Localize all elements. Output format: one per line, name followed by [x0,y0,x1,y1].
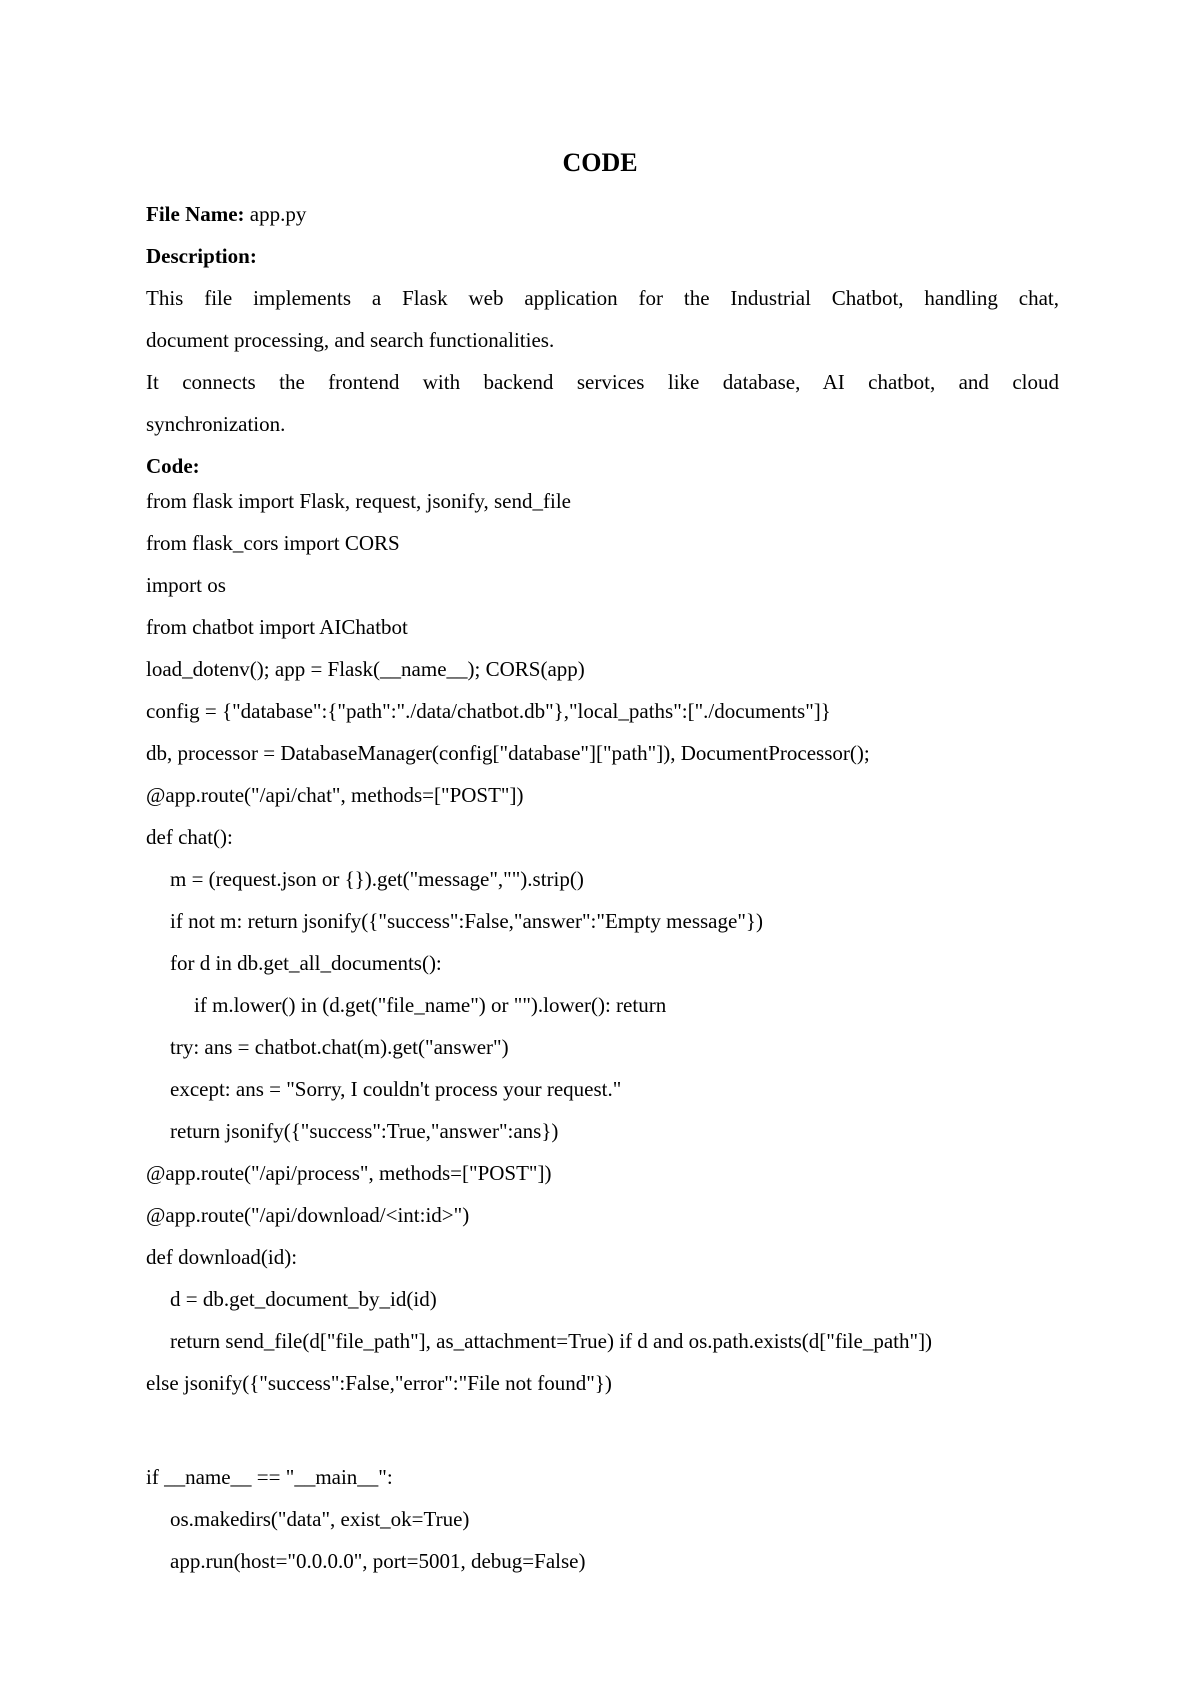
code-line: from flask import Flask, request, jsonify, send_file [146,489,571,513]
code-line: return jsonify({"success":True,"answer":ans}) [170,1119,559,1143]
code-line: if __name__ == "__main__": [146,1465,393,1489]
code-line: os.makedirs("data", exist_ok=True) [170,1507,470,1531]
code-line: except: ans = "Sorry, I couldn't process your request." [170,1077,622,1101]
description-line: document processing, and search functionalities. [146,328,555,352]
code-label: Code: [146,454,200,478]
description-line: It connects the frontend with backend services like database, AI chatbot, and cloud [146,370,1059,394]
code-line: from flask_cors import CORS [146,531,400,555]
description-line: synchronization. [146,412,286,436]
code-line: m = (request.json or {}).get("message","").strip() [170,867,584,891]
code-line: config = {"database":{"path":"./data/chatbot.db"},"local_paths":["./documents"]} [146,699,831,723]
code-line: else jsonify({"success":False,"error":"File not found"}) [146,1371,612,1395]
code-line: if m.lower() in (d.get("file_name") or "").lower(): return [194,993,667,1017]
document-header-block [146,193,1059,487]
code-line: @app.route("/api/chat", methods=["POST"]) [146,783,524,807]
code-line: try: ans = chatbot.chat(m).get("answer") [170,1035,509,1059]
code-line: for d in db.get_all_documents(): [170,951,442,975]
code-line: load_dotenv(); app = Flask(__name__); CORS(app) [146,657,585,681]
code-line: def download(id): [146,1245,298,1269]
code-line: db, processor = DatabaseManager(config["database"]["path"]), DocumentProcessor(); [146,741,870,765]
code-line: if not m: return jsonify({"success":False,"answer":"Empty message"}) [170,909,763,933]
code-line: d = db.get_document_by_id(id) [170,1287,437,1311]
page-title: CODE [562,148,638,177]
file-name-value: app.py [244,202,307,226]
code-listing [146,480,1086,1582]
file-name-label: File Name: [146,202,245,226]
code-line: def chat(): [146,825,233,849]
code-line: @app.route("/api/download/<int:id>") [146,1203,470,1227]
code-line: app.run(host="0.0.0.0", port=5001, debug=False) [170,1549,586,1573]
blank-gap [146,1404,1086,1456]
code-line: return send_file(d["file_path"], as_attachment=True) if d and os.path.exists(d["file_path"]) [170,1329,933,1353]
description-label: Description: [146,244,257,268]
code-line: import os [146,573,226,597]
code-line: from chatbot import AIChatbot [146,615,408,639]
file-name-row [146,193,1059,235]
code-line: @app.route("/api/process", methods=["POST"]) [146,1161,552,1185]
description-line: This file implements a Flask web application for the Industrial Chatbot, handling chat, [146,286,1059,310]
